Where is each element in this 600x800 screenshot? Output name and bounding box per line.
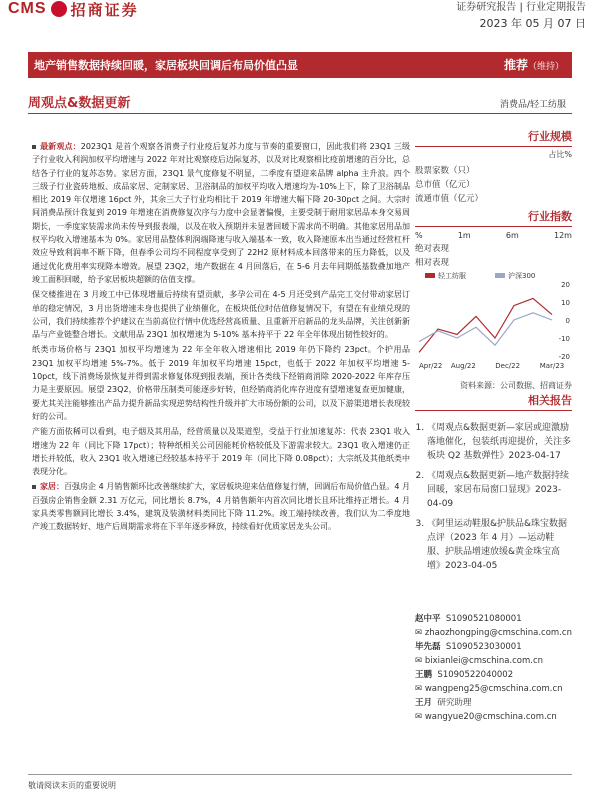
scale-row: 股票家数（只） [415, 166, 475, 176]
x-tick-label: Apr/22 [419, 362, 443, 370]
paragraph: 家居：百强房企 4 月销售额环比改善继续扩大，家居板块迎来估值修复行情，回调后布局价值凸显。4 月百强房企销售金额 2.31 万亿元，同比增长 8.7%，4 月销售额年内首次同比增长且环比维持正增长。4 月家具类零售额同比增长 3.4%，建筑及装潢材料类同比下降 11.2%。竣工端持续改善，我们认为二季度地产竣工数据转好、地产后周期需求将在下半年逐步释放，持续看好优质家居龙头公司。 [32, 482, 410, 532]
scale-unit: 占比% [548, 150, 572, 159]
analyst: 王月 研究助理 ✉ wangyue20@cmschina.com.cn [415, 698, 557, 722]
legend-swatch [495, 273, 505, 278]
legend-swatch [425, 273, 435, 278]
industry-scale [415, 128, 572, 206]
mail-icon: ✉ [415, 656, 425, 666]
paragraph: 产能方面依稀可以看到，电子烟及其用品，经营质量以及渠道型，受益于行业加速复苏：代表 23Q1 收入增速为 22 年（同比下降 17pct）；特种纸相关公司因能耗价格较低及下游需求较大。23Q1 收入增速仍正增长并较低，收入 23Q1 收入增速已经较基本持平于 2019 年（同比下降 0.08pct）；大宗纸及其他纸类中表现分化。 [32, 427, 410, 477]
index-chart [415, 270, 572, 370]
index-title: 行业指数 [415, 208, 572, 227]
x-tick-label: Aug/22 [450, 362, 476, 370]
chart-source: 资料来源：公司数据、招商证券 [460, 381, 572, 390]
analysts [415, 612, 572, 724]
analyst: 毕先磊 S1090523030001 ✉ bixianlei@cmschina.com.cn [415, 642, 544, 666]
y-tick-label: 0 [565, 317, 570, 325]
index-row: 绝对表现 [415, 244, 450, 254]
footer-note: 敬请阅读末页的重要说明 [28, 781, 116, 790]
related-title: 相关报告 [415, 392, 572, 411]
y-tick-label: 10 [561, 299, 570, 307]
scale-title: 行业规模 [415, 128, 572, 147]
legend-label: 沪深300 [508, 272, 536, 280]
scale-row: 流通市值（亿元） [415, 194, 484, 204]
mail-icon: ✉ [415, 628, 425, 638]
brand-logo [8, 0, 139, 18]
related-item[interactable]: 3. 《阿里运动鞋服&护肤品&珠宝数据点评（2023 年 4 月）—运动鞋服、护肤品增速放缓&黄金珠宝高增》2023-04-05 [427, 517, 572, 573]
bullet-icon [32, 485, 36, 489]
related-item[interactable]: 1. 《周观点&数据更新—家居或迎激励落地催化，包装纸再迎提价，关注多板块 Q2 基数弹性》2023-04-17 [427, 421, 572, 463]
paragraph: 最新观点：2023Q1 是首个观察各消费子行业疫后复苏力度与节奏的重要窗口，因此我们将 23Q1 三级子行业收入利润加权平均增速与 2022 年对比观察疫后边际复苏，以及对比观察相比疫前增速的百分比，总结各子行业的复苏态势。家居方面，23Q1 景气度修复不明显，二季度有望迎来品牌 alpha 主升浪。四个三级子行业瓷砖地板、成品家居、定制家居、卫浴制品的加权平均收入增速均为-10%上下，除了卫浴制品相比 2019 年仅增速 16pct 外，其余三大子行业均相比于 2019 年增速大幅下降 20-30pct 之间。大宗时间消费品预计我复到 2019 年增速在消费修复次序与力度中会显著偏慢，主要受制于耐用家居品本身交易周期长，一季度家装需求尚未传导到报表端，以及在收入预期并未显著回暖下需求尚不明确。其他家居用品加权平均收入增速基本为 0%。家居用品整体利润端降速与收入端基本一致，收入降速原本出当通过经营杠杆效应导致利润率不断下降，但春季公司均不同程度享受到了 22H2 原材料成本回落带来的压力降低，以及通过优化费用率实现降本增效。展望 23Q2，地产数据在 4 月回落后，在 5-6 月去年同期低基数叠加地产竣工面积回暖，给予家居板块超额的估值支撑。 [32, 142, 410, 284]
index-row: 相对表现 [415, 258, 450, 268]
title-banner [28, 52, 572, 78]
report-title: 地产销售数据持续回暖，家居板块回调后布局价值凸显 [34, 59, 298, 72]
analyst: 赵中平 S1090521080001 ✉ zhaozhongping@cmschina.com.cn [415, 614, 572, 638]
logo-cn: 招商证券 [70, 0, 139, 19]
section-rule [28, 113, 572, 114]
header-info [456, 0, 586, 32]
y-tick-label: -20 [558, 353, 570, 361]
paragraph: 保交楼推进在 3 月竣工中已体现增量后持续有望贡献，多孕公司在 4-5 月还受到产品完工交付带动家居订单的稳定情况，3 月出货增速未身也提供了业绩催化，在板块低位时估值修复情况下，有望在有业绩兑现的公司，我们持续推荐个护建议在当前高位行情中优选经营高质量、且重新开启新品的龙头品牌，关注创新新品与产业链整合增长。文献用品 23Q1 加权增速为 5-10% 基本持平于 22 年全年体现出韧性较好的。 [32, 290, 410, 340]
mail-icon: ✉ [415, 684, 425, 694]
industry-index [415, 208, 572, 391]
rating: 推荐（维持） [503, 58, 564, 72]
scale-row: 总市值（亿元） [415, 180, 475, 190]
related-item[interactable]: 2. 《周观点&数据更新—地产数据持续回暖，家居布局窗口显现》2023-04-09 [427, 469, 572, 511]
y-tick-label: 20 [561, 281, 570, 289]
paragraph: 纸类市场价格与 23Q1 加权平均增速为 22 年全年收入增速相比 2019 年仍下降约 23pct。个护用品 23Q1 加权平均增速 5%-7%。低于 2019 年加权平均增速 15pct，也低于 2022 年加权平均增速 5-10pct，线下消费场景恢复并得到需求修复体现到报表端，预计各类线下经销商消除 2020-2022 年库存压力是主要原因。展望 23Q2，价格带压制类可能逐步好转，但经销商消化库存进度有望增速复查更加健康，要尤其关注能够推出产品力提升新品实现逆势结构性升级并扩大市场份额的公司，以及下游渠道增长表现较好的公司。 [32, 345, 410, 421]
footer-rule [28, 774, 572, 775]
report-type: 证券研究报告 | 行业定期报告 [456, 2, 586, 13]
legend-label: 轻工纺服 [438, 272, 466, 280]
x-tick-label: Mar/23 [539, 362, 565, 370]
main-body [32, 140, 410, 536]
logo-seal-icon [51, 1, 67, 17]
category-label: 消费品/轻工纺服 [500, 100, 567, 110]
bullet-icon [32, 145, 36, 149]
related-reports [415, 392, 572, 579]
logo-en: CMS [8, 0, 47, 17]
series-line [419, 298, 552, 352]
y-tick-label: -10 [558, 335, 570, 343]
related-list [415, 421, 572, 573]
report-date: 2023 年 05 月 07 日 [479, 17, 586, 30]
mail-icon: ✉ [415, 712, 425, 722]
analyst: 王鹏 S1090522040002 ✉ wangpeng25@cmschina.com.cn [415, 670, 563, 694]
x-tick-label: Dec/22 [495, 362, 521, 370]
section-title: 周观点&数据更新 [28, 96, 131, 111]
index-header: % 1m 6m 12m [415, 231, 572, 240]
